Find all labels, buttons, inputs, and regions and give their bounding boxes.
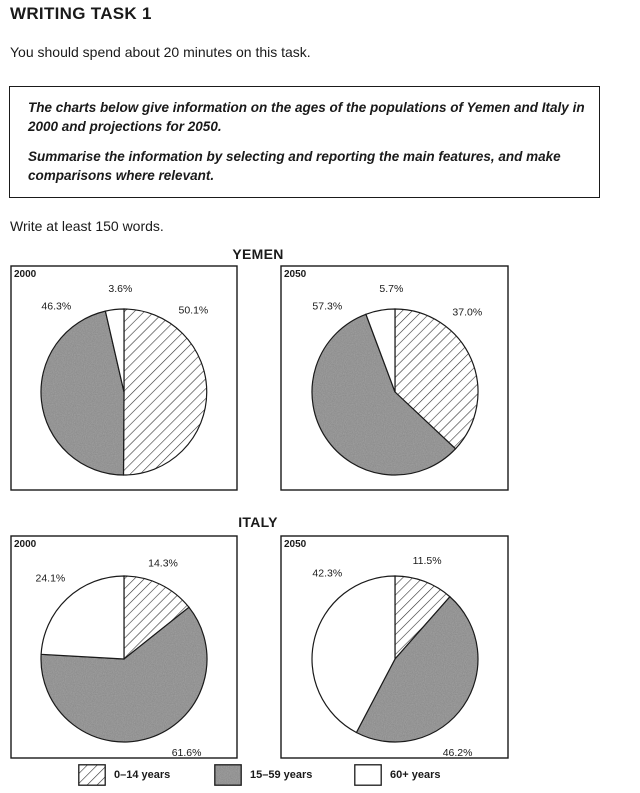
data-label: 42.3% [312,567,343,580]
page-title: WRITING TASK 1 [10,4,152,23]
panel-year-label: 2000 [14,539,37,550]
word-count-instruction: Write at least 150 words. [10,218,164,234]
chart-legend [78,762,498,790]
legend-swatch-blank [354,764,382,786]
data-label: 3.6% [108,283,133,296]
panel-year-label: 2000 [14,269,37,280]
data-label: 24.1% [35,572,66,585]
legend-label: 0–14 years [114,769,171,781]
time-note: You should spend about 20 minutes on this task. [10,44,311,60]
country-title-yemen: YEMEN [232,246,284,262]
data-label: 46.3% [41,300,72,313]
data-label: 50.1% [178,304,209,317]
data-label: 61.6% [171,746,202,759]
data-label: 46.2% [442,746,473,759]
legend-swatch-hatch [78,764,106,786]
pie-slice [41,576,124,659]
data-label: 5.7% [379,283,404,296]
legend-swatch-stipple [214,764,242,786]
data-label: 37.0% [452,306,483,319]
legend-label: 60+ years [390,769,441,781]
data-label: 14.3% [148,557,178,570]
prompt-instruction: Summarise the information by selecting and reporting the main features, and make comparisons where relevant. [28,149,561,183]
country-title-italy: ITALY [238,514,278,530]
panel-year-label: 2050 [284,539,307,550]
panel-year-label: 2050 [284,269,307,280]
data-label: 11.5% [412,555,442,568]
prompt-description: The charts below give information on the ages of the populations of Yemen and Italy in 2000 and projections for 2050. [28,100,585,134]
legend-label: 15–59 years [250,769,313,781]
data-label: 57.3% [312,300,343,313]
pie-slice [123,309,206,475]
